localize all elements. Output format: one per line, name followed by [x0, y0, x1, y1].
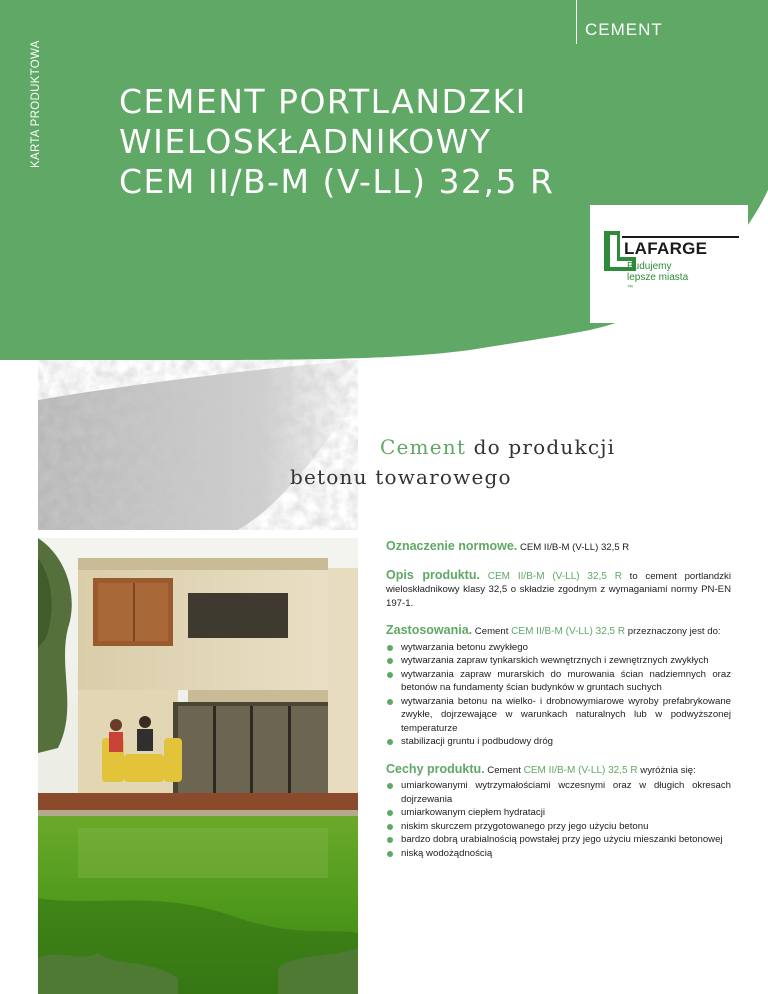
product-code: CEM II/B-M (V-LL) 32,5 R: [479, 570, 622, 582]
section-applications: [386, 624, 731, 749]
tagline-line: Budujemy: [627, 261, 672, 272]
section-product-description: [386, 569, 731, 611]
product-code: CEM II/B-M (V-LL) 32,5 R: [520, 764, 638, 776]
designation-value: CEM II/B-M (V-LL) 32,5 R: [517, 542, 630, 553]
section-designation: [386, 540, 731, 555]
features-list: [386, 779, 731, 860]
subtitle-line: betonu towarowego: [290, 465, 512, 489]
list-item: umiarkowanym ciepłem hydratacji: [386, 806, 731, 820]
section-heading: Oznaczenie normowe.: [386, 539, 518, 553]
list-item: bardzo dobrą urabialnością powstałej przy jego użyciu mieszanki betonowej: [386, 833, 731, 847]
section-text: Cement: [472, 626, 509, 637]
list-item: stabilizacji gruntu i podbudowy dróg: [386, 735, 731, 749]
list-item: niską wodożądnością: [386, 847, 731, 861]
section-text: Cement: [484, 764, 521, 776]
list-item: wytwarzania betonu zwykłego: [386, 641, 731, 655]
section-features: [386, 763, 731, 861]
list-item: wytwarzania zapraw tynkarskich wewnętrznych i zewnętrznych zwykłych: [386, 654, 731, 668]
title-line: CEMENT PORTLANDZKI: [119, 82, 527, 121]
tagline-line: lepsze miasta ™: [627, 272, 688, 294]
section-text: wyróżnia się:: [637, 764, 696, 776]
trademark-symbol: ™: [627, 285, 633, 291]
list-item: wytwarzania zapraw murarskich do murowania ścian nadziemnych oraz betonów na fundamenty ścian budynków w gruntach suchych: [386, 668, 731, 695]
section-heading: Opis produktu.: [386, 567, 480, 582]
section-label: CEMENT: [585, 20, 663, 39]
subtitle-line: Cement do produkcji: [380, 435, 616, 459]
brand-tagline: [627, 261, 688, 294]
product-title: [119, 82, 554, 202]
applications-list: [386, 641, 731, 749]
brand-name: LAFARGE: [624, 239, 708, 258]
product-code: CEM II/B-M (V-LL) 32,5 R: [508, 626, 626, 637]
lafarge-logo: [590, 205, 748, 323]
section-heading: Cechy produktu.: [386, 761, 485, 776]
section-text: przeznaczony jest do:: [625, 626, 721, 637]
subtitle: [290, 432, 615, 492]
list-item: umiarkowanymi wytrzymałościami wczesnymi oraz w długich okresach dojrzewania: [386, 779, 731, 806]
section-text: to cement portlandzki wieloskładnikowy klasy 32,5 o składzie zgodnym z wymaganiami normy PN-EN 197-1.: [386, 570, 731, 609]
title-line: WIELOSKŁADNIKOWY: [119, 122, 492, 161]
title-line: CEM II/B-M (V-LL) 32,5 R: [119, 162, 555, 201]
list-item: niskim skurczem przygotowanego przy jego użyciu betonu: [386, 820, 731, 834]
section-divider: [576, 0, 577, 44]
house-photo: [38, 538, 358, 994]
section-heading: Zastosowania.: [386, 623, 473, 637]
product-description: [386, 540, 731, 874]
list-item: wytwarzania betonu na wielko- i drobnowymiarowe wyroby prefabrykowane zwykłe, dojrzewające w warunkach naturalnych lub w podwyższonej temperaturze: [386, 695, 731, 736]
product-card-label: KARTA PRODUKTOWA: [30, 40, 42, 168]
